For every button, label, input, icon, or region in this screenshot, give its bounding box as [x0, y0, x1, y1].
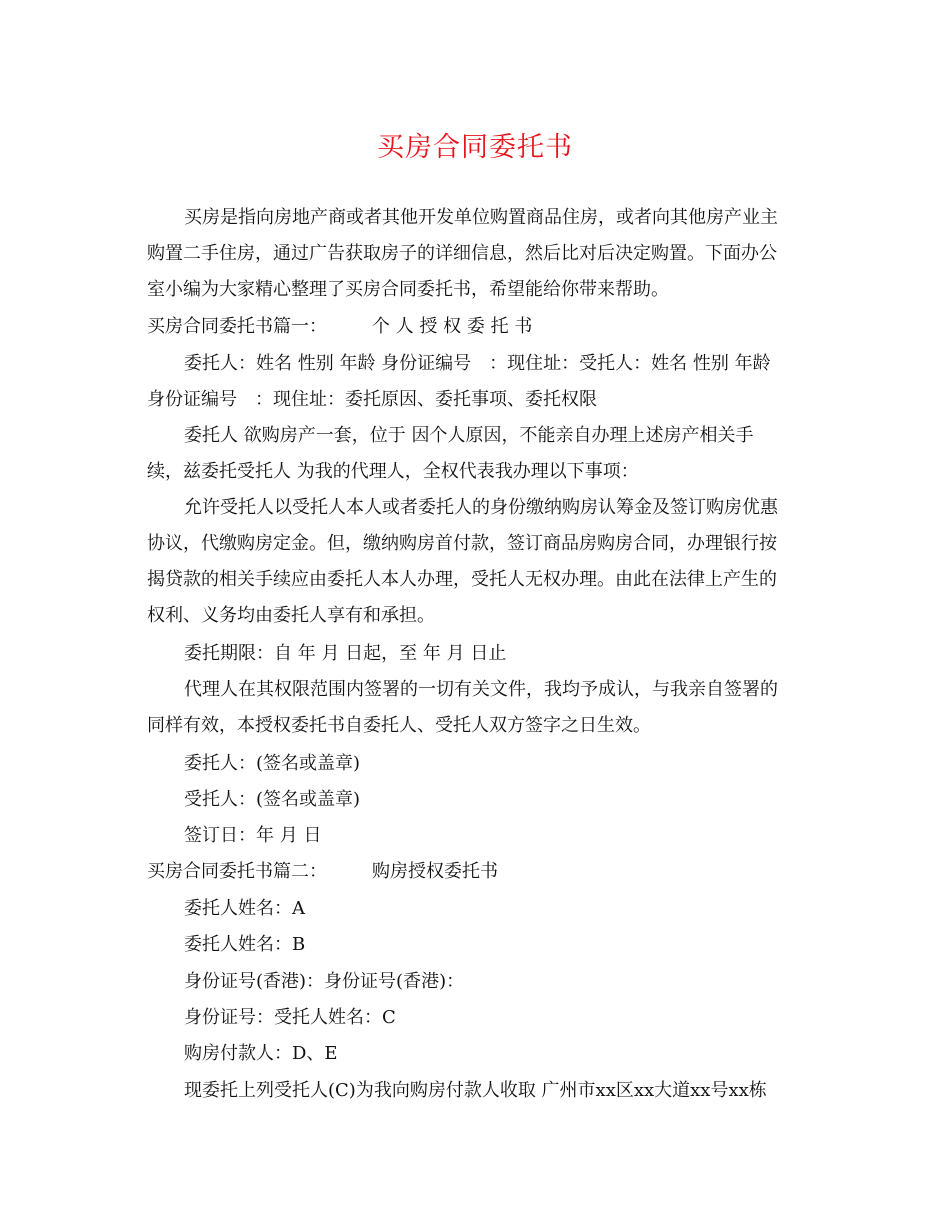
paragraph-line: 身份证号：受托人姓名：C [184, 1007, 396, 1028]
section-heading-1: 买房合同委托书篇一： 个 人 授 权 委 托 书 [147, 316, 533, 337]
paragraph-line: 身份证编号 ：现住址：委托原因、委托事项、委托权限 [147, 389, 597, 410]
signature-line: 委托人：(签名或盖章) [184, 753, 361, 774]
paragraph-line: 权利、义务均由委托人享有和承担。 [147, 605, 435, 626]
document-title: 买房合同委托书 [377, 132, 573, 163]
paragraph-line: 揭贷款的相关手续应由委托人本人办理，受托人无权办理。由此在法律上产生的 [147, 569, 777, 590]
paragraph-line: 委托人姓名：A [184, 898, 305, 919]
paragraph-line: 购置二手住房，通过广告获取房子的详细信息，然后比对后决定购置。下面办公 [147, 243, 777, 264]
paragraph-line: 允许受托人以受托人本人或者委托人的身份缴纳购房认筹金及签订购房优惠 [184, 497, 778, 518]
paragraph-line: 代理人在其权限范围内签署的一切有关文件，我均予成认，与我亲自签署的 [184, 679, 778, 700]
signature-line: 受托人：(签名或盖章) [184, 789, 361, 810]
paragraph-line: 委托期限：自 年 月 日起，至 年 月 日止 [184, 643, 507, 664]
paragraph-line: 同样有效，本授权委托书自委托人、受托人双方签字之日生效。 [147, 715, 651, 736]
paragraph-line: 委托人姓名：B [184, 934, 306, 955]
paragraph-line: 续，兹委托受托人 为我的代理人，全权代表我办理以下事项： [147, 461, 639, 482]
section-heading-2: 买房合同委托书篇二： 购房授权委托书 [147, 861, 498, 882]
paragraph-line: 委托人：姓名 性别 年龄 身份证编号 ：现住址：受托人：姓名 性别 年龄 [184, 353, 771, 374]
paragraph-line: 购房付款人：D、E [184, 1043, 338, 1064]
paragraph-line: 身份证号(香港)：身份证号(香港)： [184, 971, 465, 992]
paragraph-line: 现委托上列受托人(C)为我向购房付款人收取 广州市xx区xx大道xx号xx栋 [184, 1080, 767, 1101]
paragraph-line: 委托人 欲购房产一套，位于 因个人原因，不能亲自办理上述房产相关手 [184, 425, 754, 446]
date-line: 签订日：年 月 日 [184, 825, 322, 846]
paragraph-line: 买房是指向房地产商或者其他开发单位购置商品住房，或者向其他房产业主 [184, 207, 778, 228]
paragraph-line: 协议，代缴购房定金。但，缴纳购房首付款，签订商品房购房合同，办理银行按 [147, 533, 777, 554]
paragraph-line: 室小编为大家精心整理了买房合同委托书，希望能给你带来帮助。 [147, 279, 669, 300]
